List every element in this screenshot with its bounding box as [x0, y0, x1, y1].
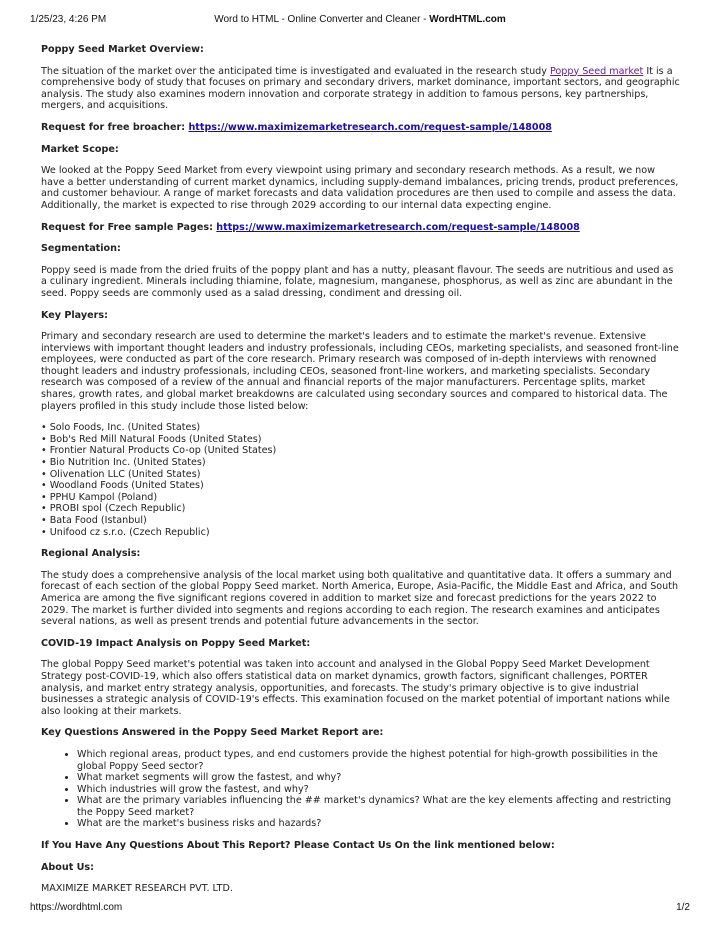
overview-paragraph	[41, 66, 681, 112]
list-item: • Bob's Red Mill Natural Foods (United States)	[41, 434, 681, 446]
regional-paragraph: The study does a comprehensive analysis of the local market using both qualitative and quantitative data. It offers a summary and forecast of each section of the global Poppy Seed market. North America, Europe, Asia-Pacific, the Middle East and Africa, and South America are among the five significant regions covered in addition to market size and forecast predictions for the years 2022 to 2029. The market is further divided into segments and regions according to each region. The research examines and anticipates several nations, as well as present trends and potential future advancements in the sector.	[41, 569, 679, 628]
list-item: • PROBI spol (Czech Republic)	[41, 503, 681, 515]
list-item: • Frontier Natural Products Co-op (United States)	[41, 445, 681, 457]
request-broacher	[41, 122, 681, 134]
print-footer	[0, 902, 720, 916]
document-body	[41, 44, 681, 905]
overview-text-after-link: It is a comprehensive body of study that focuses on primary and secondary drivers, market dominance, important sectors, and geographic analysis. The study also examines modern innovation and corporate strategy in addition to famous persons, key partnerships, mergers, and acquisitions.	[41, 65, 680, 112]
key-questions-heading: Key Questions Answered in the Poppy Seed Market Report are:	[41, 727, 384, 739]
print-page-title	[0, 14, 720, 25]
list-item: • What are the primary variables influencing the ## market's dynamics? What are the key elements affecting and restricting the Poppy Seed market?	[77, 795, 681, 818]
list-item: • Which industries will grow the fastest, and why?	[77, 784, 681, 796]
list-item: • Bata Food (Istanbul)	[41, 515, 681, 527]
list-item: • Which regional areas, product types, and end customers provide the highest potential for high-growth possibilities in the global Poppy Seed sector?	[77, 749, 681, 772]
list-item: • What market segments will grow the fastest, and why?	[77, 772, 681, 784]
print-date: 1/25/23, 4:26 PM	[30, 14, 107, 25]
print-title-prefix: Word to HTML - Online Converter and Cleaner -	[214, 14, 430, 25]
scope-heading: Market Scope:	[41, 143, 119, 155]
print-header	[0, 14, 720, 30]
covid-paragraph: The global Poppy Seed market's potential was taken into account and analysed in the Global Poppy Seed Market Development Strategy post-COVID-19, which also offers statistical data on market dynamics, growth factors, significant challenges, PORTER analysis, and market entry strategy analysis, opportunities, and forecasts. The study's primary objective is to give industrial businesses a strategic analysis of COVID-19's effects. This examination focused on the market potential of important nations while also looking at their markets.	[41, 659, 670, 717]
request-pages-link[interactable]: https://www.maximizemarketresearch.com/request-sample/148008	[216, 221, 580, 233]
list-item: • Unifood cz s.r.o. (Czech Republic)	[41, 527, 681, 539]
list-item: • PPHU Kampol (Poland)	[41, 492, 681, 504]
print-page-number: 1/2	[676, 902, 690, 913]
list-item: • Solo Foods, Inc. (United States)	[41, 422, 681, 434]
segmentation-paragraph: Poppy seed is made from the dried fruits of the poppy plant and has a nutty, pleasant flavour. The seeds are nutritious and used as a culinary ingredient. Minerals including thiamine, folate, magnesium, manganese, phosphorus, as well as zinc are abundant in the seed. Poppy seeds are commonly used as a salad dressing, condiment and dressing oil.	[41, 264, 674, 299]
list-item: • Olivenation LLC (United States)	[41, 469, 681, 481]
request-broacher-link[interactable]: https://www.maximizemarketresearch.com/request-sample/148008	[188, 121, 552, 133]
overview-text-before-link: The situation of the market over the anticipated time is investigated and evaluated in the research study	[41, 65, 550, 77]
list-item: • What are the market's business risks and hazards?	[77, 818, 681, 830]
poppy-seed-market-link[interactable]: Poppy Seed market	[549, 65, 644, 77]
about-heading: About Us:	[41, 861, 94, 873]
key-players-heading: Key Players:	[41, 309, 108, 321]
key-players-paragraph: Primary and secondary research are used to determine the market's leaders and to estimate the market's revenue. Extensive interviews with important thought leaders and industry professionals, including CEOs, marketing specialists, and seasoned front-line employees, were conducted as part of the core research. Primary research was composed of in-depth interviews with renowned thought leaders and industry professionals, including CEOs, seasoned front-line workers, and marketing specialists. Secondary research was composed of a review of the annual and financial reports of the major manufacturers. Percentage splits, market shares, growth rates, and global market breakdowns are calculated using secondary sources and compared to historical data. The players profiled in this study include those listed below:	[41, 331, 679, 412]
request-pages-label: Request for Free sample Pages:	[41, 221, 217, 233]
request-broacher-label: Request for free broacher:	[41, 121, 189, 133]
contact-note: If You Have Any Questions About This Report? Please Contact Us On the link mentioned below:	[41, 840, 555, 852]
players-list	[41, 422, 681, 538]
print-footer-url: https://wordhtml.com	[30, 902, 123, 913]
print-title-brand: WordHTML.com	[429, 14, 506, 25]
list-item: • Bio Nutrition Inc. (United States)	[41, 457, 681, 469]
segmentation-heading: Segmentation:	[41, 243, 121, 255]
list-item: • Woodland Foods (United States)	[41, 480, 681, 492]
questions-list	[41, 749, 681, 830]
overview-heading: Poppy Seed Market Overview:	[41, 44, 204, 55]
scope-paragraph: We looked at the Poppy Seed Market from every viewpoint using primary and secondary research methods. As a result, we now have a better understanding of current market dynamics, including supply-demand imbalances, pricing trends, product preferences, and customer behaviour. A range of market forecasts and data validation procedures are then used to compile and assess the data. Additionally, the market is expected to rise through 2029 according to our internal data expecting engine.	[41, 165, 679, 211]
covid-heading: COVID-19 Impact Analysis on Poppy Seed Market:	[41, 637, 311, 649]
about-paragraph: MAXIMIZE MARKET RESEARCH PVT. LTD.	[41, 883, 233, 895]
regional-heading: Regional Analysis:	[41, 548, 141, 560]
request-pages	[41, 222, 681, 234]
